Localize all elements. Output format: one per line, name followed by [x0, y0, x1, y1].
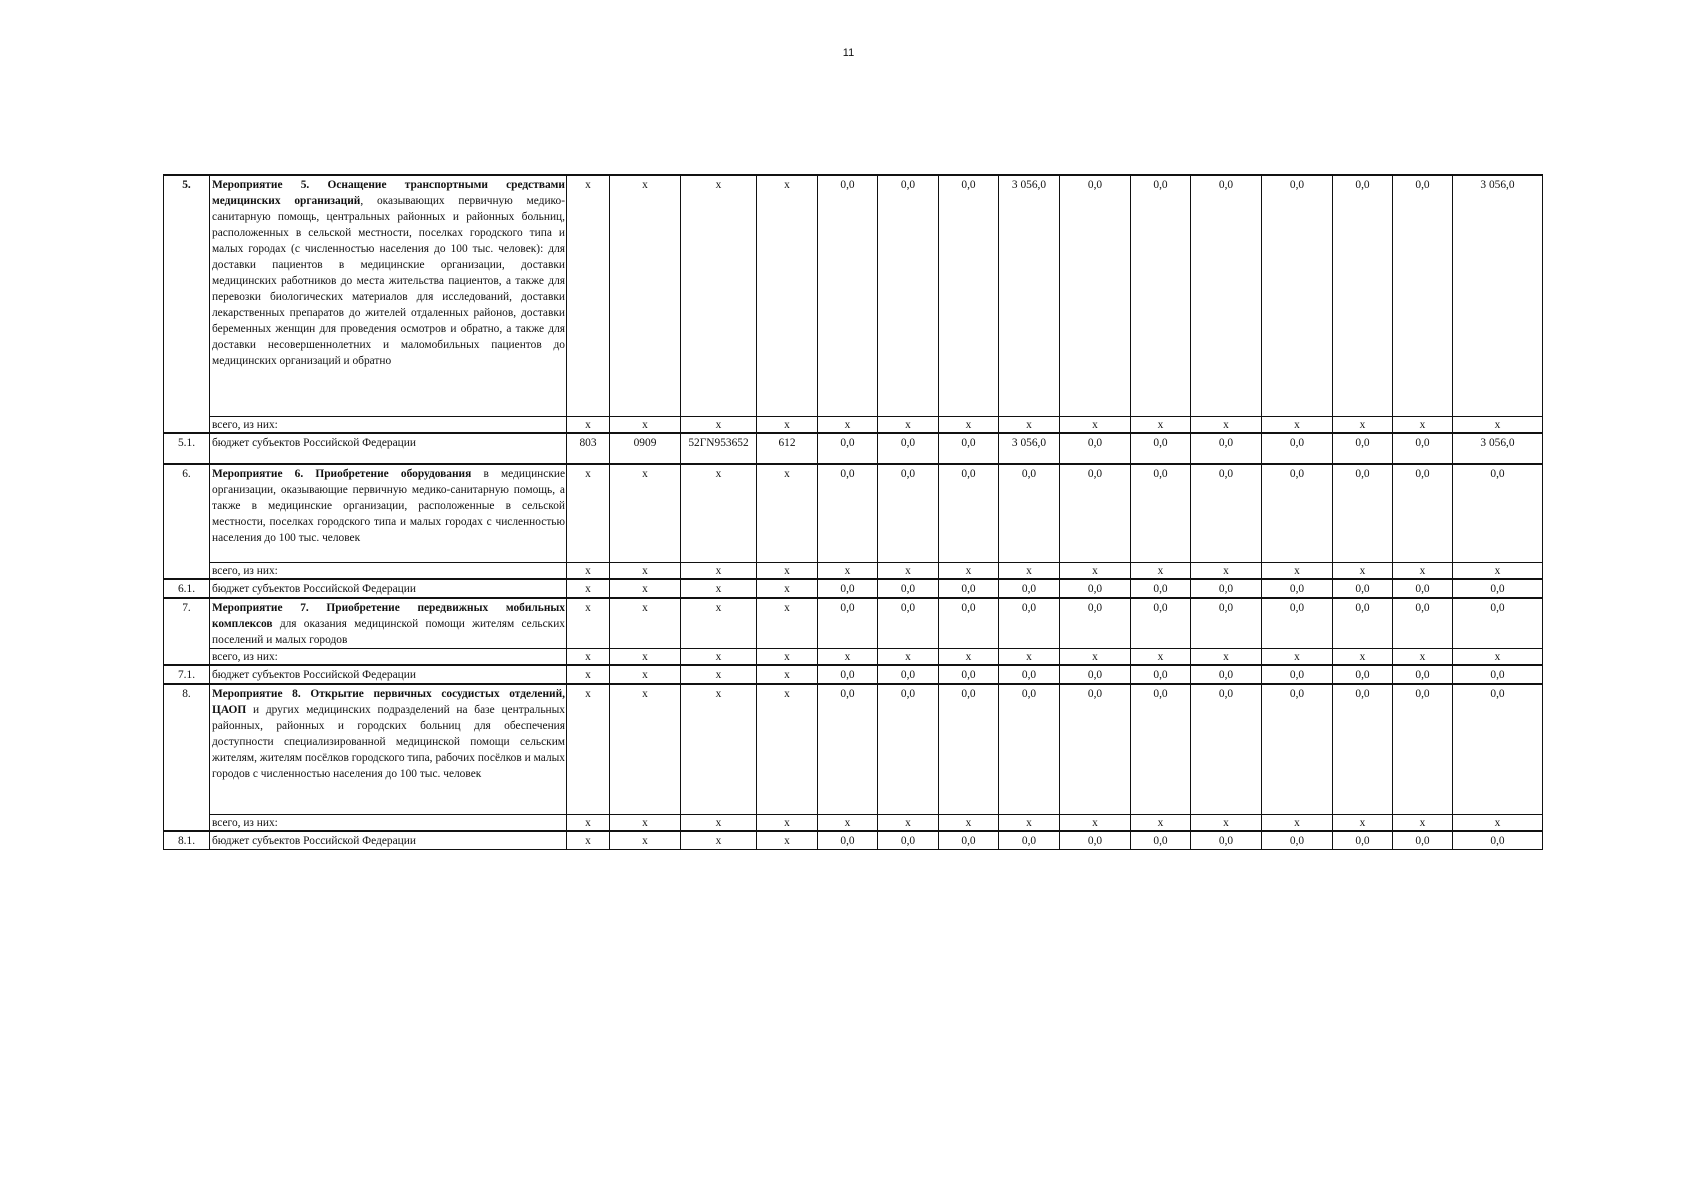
budget-cell: х	[567, 831, 610, 850]
value-cell: 0,0	[939, 598, 999, 649]
sub-number: 8.1.	[164, 831, 210, 850]
total-cell: х	[681, 649, 757, 666]
budget-cell: 0,0	[939, 433, 999, 464]
value-cell: 0,0	[1453, 464, 1543, 563]
budget-cell: 0,0	[818, 579, 878, 598]
budget-cell: 0,0	[818, 433, 878, 464]
budget-label: бюджет субъектов Российской Федерации	[210, 433, 567, 464]
budget-cell: 0,0	[878, 665, 939, 684]
budget-row	[164, 831, 1543, 850]
total-cell: х	[1333, 815, 1393, 832]
budget-cell: х	[681, 579, 757, 598]
budget-row	[164, 433, 1543, 464]
budget-cell: 0,0	[1393, 831, 1453, 850]
budget-cell: 0,0	[1131, 433, 1191, 464]
budget-cell: 0,0	[818, 665, 878, 684]
value-cell: х	[610, 598, 681, 649]
budget-cell: 0,0	[1453, 831, 1543, 850]
total-cell: х	[567, 649, 610, 666]
total-cell: х	[1333, 417, 1393, 434]
total-cell: х	[999, 649, 1060, 666]
measure-description	[210, 464, 567, 563]
total-cell: х	[567, 417, 610, 434]
budget-cell: х	[567, 579, 610, 598]
value-cell: 0,0	[1262, 598, 1333, 649]
total-cell: х	[1393, 815, 1453, 832]
total-cell: х	[1191, 815, 1262, 832]
value-cell: х	[567, 175, 610, 417]
total-cell: х	[1333, 649, 1393, 666]
value-cell: х	[757, 684, 818, 815]
measure-title-rest: для оказания медицинской помощи жителям сельских поселений и малых городов	[212, 618, 565, 646]
value-cell: 0,0	[878, 684, 939, 815]
measure-title-rest: в медицинские организации, оказывающие первичную медико-санитарную помощь, а также в медицинские организации, расположенные в сельской местности, поселках городского типа и малых городах с численностью населения до 100 тыс. человек	[212, 468, 566, 544]
value-cell: х	[681, 598, 757, 649]
value-cell: х	[610, 175, 681, 417]
budget-cell: 0,0	[1191, 831, 1262, 850]
budget-cell: х	[681, 665, 757, 684]
total-cell: х	[1393, 417, 1453, 434]
total-cell: х	[878, 649, 939, 666]
value-cell: 0,0	[939, 175, 999, 417]
total-cell: х	[1191, 649, 1262, 666]
value-cell: х	[610, 684, 681, 815]
total-cell: х	[610, 815, 681, 832]
total-cell: х	[1393, 649, 1453, 666]
total-cell: х	[1453, 563, 1543, 580]
budget-cell: 0,0	[1131, 831, 1191, 850]
total-cell: х	[939, 563, 999, 580]
value-cell: х	[757, 175, 818, 417]
budget-table	[163, 174, 1543, 850]
total-cell: х	[1060, 563, 1131, 580]
total-cell: х	[1453, 417, 1543, 434]
total-row	[164, 563, 1543, 580]
budget-cell: 0,0	[1060, 433, 1131, 464]
value-cell: 0,0	[1191, 598, 1262, 649]
total-cell: х	[567, 563, 610, 580]
total-cell: х	[1262, 417, 1333, 434]
value-cell: 0,0	[1131, 598, 1191, 649]
budget-label: бюджет субъектов Российской Федерации	[210, 665, 567, 684]
value-cell: 0,0	[818, 464, 878, 563]
value-cell: 0,0	[878, 175, 939, 417]
value-cell: 0,0	[1131, 175, 1191, 417]
budget-cell: 0,0	[1453, 665, 1543, 684]
budget-cell: 0,0	[1393, 579, 1453, 598]
total-label: всего, из них:	[210, 649, 567, 666]
sub-number: 5.1.	[164, 433, 210, 464]
value-cell: 0,0	[1131, 684, 1191, 815]
budget-cell: 0,0	[1060, 665, 1131, 684]
total-cell: х	[1131, 563, 1191, 580]
budget-cell: 0,0	[1333, 579, 1393, 598]
value-cell: х	[610, 464, 681, 563]
budget-cell: 0,0	[1191, 579, 1262, 598]
budget-cell: 0,0	[1333, 831, 1393, 850]
value-cell: 0,0	[1191, 175, 1262, 417]
total-cell: х	[878, 815, 939, 832]
total-cell: х	[939, 417, 999, 434]
budget-cell: 0,0	[818, 831, 878, 850]
total-row	[164, 815, 1543, 832]
total-cell: х	[1262, 815, 1333, 832]
value-cell: 0,0	[999, 684, 1060, 815]
value-cell: х	[681, 684, 757, 815]
budget-cell: 0,0	[999, 831, 1060, 850]
budget-label: бюджет субъектов Российской Федерации	[210, 579, 567, 598]
budget-cell: 0,0	[1131, 665, 1191, 684]
value-cell: х	[757, 598, 818, 649]
budget-cell: 0,0	[1453, 579, 1543, 598]
measure-title-rest: , оказывающих первичную медико-санитарную помощь, центральных районных и районных больниц, расположенных в сельской местности, поселках городского типа и малых городах (с численностью населения до 100 тыс. человек): для доставки пациентов в медицинские организации, доставки медицинских работников до места жительства пациентов, а также для перевозки биологических материалов для исследований, доставки лекарственных препаратов до жителей отдаленных районов, доставки беременных женщин для проведения осмотров и обратно, а также для доставки несовершеннолетних и маломобильных пациентов до медицинских организаций и обратно	[212, 195, 566, 367]
total-cell: х	[818, 815, 878, 832]
total-row	[164, 649, 1543, 666]
measure-number: 5.	[164, 175, 210, 433]
total-cell: х	[1453, 815, 1543, 832]
budget-cell: х	[610, 665, 681, 684]
value-cell: 0,0	[1191, 684, 1262, 815]
total-row	[164, 417, 1543, 434]
measure-row	[164, 175, 1543, 417]
value-cell: 0,0	[1060, 684, 1131, 815]
value-cell: 0,0	[818, 684, 878, 815]
total-cell: х	[1191, 563, 1262, 580]
total-cell: х	[610, 417, 681, 434]
value-cell: 0,0	[1262, 175, 1333, 417]
budget-cell: 0,0	[1333, 665, 1393, 684]
value-cell: 0,0	[1060, 598, 1131, 649]
measure-number: 7.	[164, 598, 210, 665]
budget-cell: х	[757, 579, 818, 598]
value-cell: 0,0	[1060, 175, 1131, 417]
value-cell: 0,0	[939, 464, 999, 563]
budget-cell: 0,0	[1060, 579, 1131, 598]
total-label: всего, из них:	[210, 563, 567, 580]
budget-cell: 0,0	[1393, 665, 1453, 684]
budget-cell: 0,0	[1131, 579, 1191, 598]
total-cell: х	[757, 649, 818, 666]
total-cell: х	[681, 563, 757, 580]
measure-row	[164, 598, 1543, 649]
value-cell: 0,0	[1453, 684, 1543, 815]
value-cell: 0,0	[1393, 598, 1453, 649]
total-cell: х	[610, 649, 681, 666]
total-cell: х	[1262, 563, 1333, 580]
budget-cell: 0,0	[1393, 433, 1453, 464]
value-cell: 0,0	[1262, 464, 1333, 563]
measure-title: Мероприятие 6. Приобретение оборудования	[212, 468, 472, 480]
budget-cell: 0,0	[1262, 665, 1333, 684]
value-cell: х	[567, 598, 610, 649]
budget-cell: х	[757, 831, 818, 850]
budget-cell: 3 056,0	[999, 433, 1060, 464]
total-cell: х	[681, 815, 757, 832]
value-cell: 0,0	[939, 684, 999, 815]
budget-cell: 0,0	[939, 831, 999, 850]
budget-cell: 0,0	[1262, 831, 1333, 850]
budget-cell: х	[567, 665, 610, 684]
measure-description	[210, 598, 567, 649]
total-cell: х	[1393, 563, 1453, 580]
table-body	[164, 175, 1543, 850]
budget-cell: 612	[757, 433, 818, 464]
total-cell: х	[939, 649, 999, 666]
total-cell: х	[1060, 649, 1131, 666]
value-cell: 0,0	[999, 464, 1060, 563]
budget-cell: 0,0	[878, 579, 939, 598]
value-cell: 0,0	[1333, 598, 1393, 649]
measure-title: Мероприятие 7. Приобретение передвижных мобильных комплексов	[212, 602, 565, 630]
budget-row	[164, 579, 1543, 598]
budget-cell: 52ГN953652	[681, 433, 757, 464]
measure-number: 8.	[164, 684, 210, 831]
total-cell: х	[1060, 417, 1131, 434]
measure-number: 6.	[164, 464, 210, 579]
total-cell: х	[818, 563, 878, 580]
total-label: всего, из них:	[210, 417, 567, 434]
budget-label: бюджет субъектов Российской Федерации	[210, 831, 567, 850]
value-cell: 0,0	[818, 598, 878, 649]
value-cell: 0,0	[1393, 175, 1453, 417]
budget-cell: 0,0	[1262, 433, 1333, 464]
value-cell: 0,0	[878, 598, 939, 649]
value-cell: х	[681, 175, 757, 417]
total-cell: х	[939, 815, 999, 832]
sub-number: 7.1.	[164, 665, 210, 684]
page-number: 11	[842, 47, 855, 59]
value-cell: 0,0	[1060, 464, 1131, 563]
budget-cell: 0,0	[878, 831, 939, 850]
budget-cell: х	[681, 831, 757, 850]
value-cell: х	[757, 464, 818, 563]
total-cell: х	[818, 649, 878, 666]
budget-cell: 0,0	[999, 579, 1060, 598]
budget-cell: 3 056,0	[1453, 433, 1543, 464]
value-cell: 0,0	[818, 175, 878, 417]
total-cell: х	[878, 417, 939, 434]
total-cell: х	[610, 563, 681, 580]
total-cell: х	[757, 417, 818, 434]
budget-cell: 803	[567, 433, 610, 464]
measure-title-rest: и других медицинских подразделений на базе центральных районных, районных и городских больниц для обеспечения доступности специализированной медицинской помощи сельским жителям, жителям посёлков городского типа, рабочих посёлков и малых городов с численностью населения до 100 тыс. человек	[212, 704, 565, 780]
total-cell: х	[999, 815, 1060, 832]
budget-cell: 0,0	[1262, 579, 1333, 598]
value-cell: 0,0	[1393, 684, 1453, 815]
budget-cell: 0,0	[1060, 831, 1131, 850]
budget-cell: 0,0	[1191, 665, 1262, 684]
value-cell: 0,0	[1333, 684, 1393, 815]
value-cell: х	[681, 464, 757, 563]
measure-title: Мероприятие 8. Открытие первичных сосудистых отделений, ЦАОП	[212, 688, 565, 716]
budget-cell: х	[610, 579, 681, 598]
total-cell: х	[1453, 649, 1543, 666]
value-cell: 0,0	[1333, 175, 1393, 417]
budget-cell: х	[610, 831, 681, 850]
budget-cell: 0,0	[939, 665, 999, 684]
total-cell: х	[878, 563, 939, 580]
total-cell: х	[757, 563, 818, 580]
total-cell: х	[818, 417, 878, 434]
budget-cell: 0,0	[939, 579, 999, 598]
budget-row	[164, 665, 1543, 684]
total-cell: х	[1191, 417, 1262, 434]
measure-row	[164, 684, 1543, 815]
total-cell: х	[1333, 563, 1393, 580]
value-cell: 0,0	[1191, 464, 1262, 563]
total-cell: х	[1262, 649, 1333, 666]
measure-description	[210, 175, 567, 417]
total-cell: х	[999, 417, 1060, 434]
total-cell: х	[1131, 649, 1191, 666]
budget-cell: х	[757, 665, 818, 684]
budget-cell: 0,0	[1191, 433, 1262, 464]
sub-number: 6.1.	[164, 579, 210, 598]
measure-title: Мероприятие 5. Оснащение транспортными средствами медицинских организаций	[212, 179, 565, 207]
value-cell: х	[567, 464, 610, 563]
total-cell: х	[1131, 815, 1191, 832]
budget-cell: 0,0	[999, 665, 1060, 684]
value-cell: 3 056,0	[999, 175, 1060, 417]
value-cell: 3 056,0	[1453, 175, 1543, 417]
budget-cell: 0,0	[1333, 433, 1393, 464]
budget-cell: 0909	[610, 433, 681, 464]
total-cell: х	[567, 815, 610, 832]
total-cell: х	[999, 563, 1060, 580]
total-cell: х	[1060, 815, 1131, 832]
total-cell: х	[757, 815, 818, 832]
value-cell: 0,0	[1393, 464, 1453, 563]
measure-row	[164, 464, 1543, 563]
total-cell: х	[1131, 417, 1191, 434]
value-cell: 0,0	[878, 464, 939, 563]
budget-cell: 0,0	[878, 433, 939, 464]
value-cell: х	[567, 684, 610, 815]
value-cell: 0,0	[1262, 684, 1333, 815]
value-cell: 0,0	[1453, 598, 1543, 649]
value-cell: 0,0	[999, 598, 1060, 649]
value-cell: 0,0	[1131, 464, 1191, 563]
total-cell: х	[681, 417, 757, 434]
total-label: всего, из них:	[210, 815, 567, 832]
value-cell: 0,0	[1333, 464, 1393, 563]
measure-description	[210, 684, 567, 815]
